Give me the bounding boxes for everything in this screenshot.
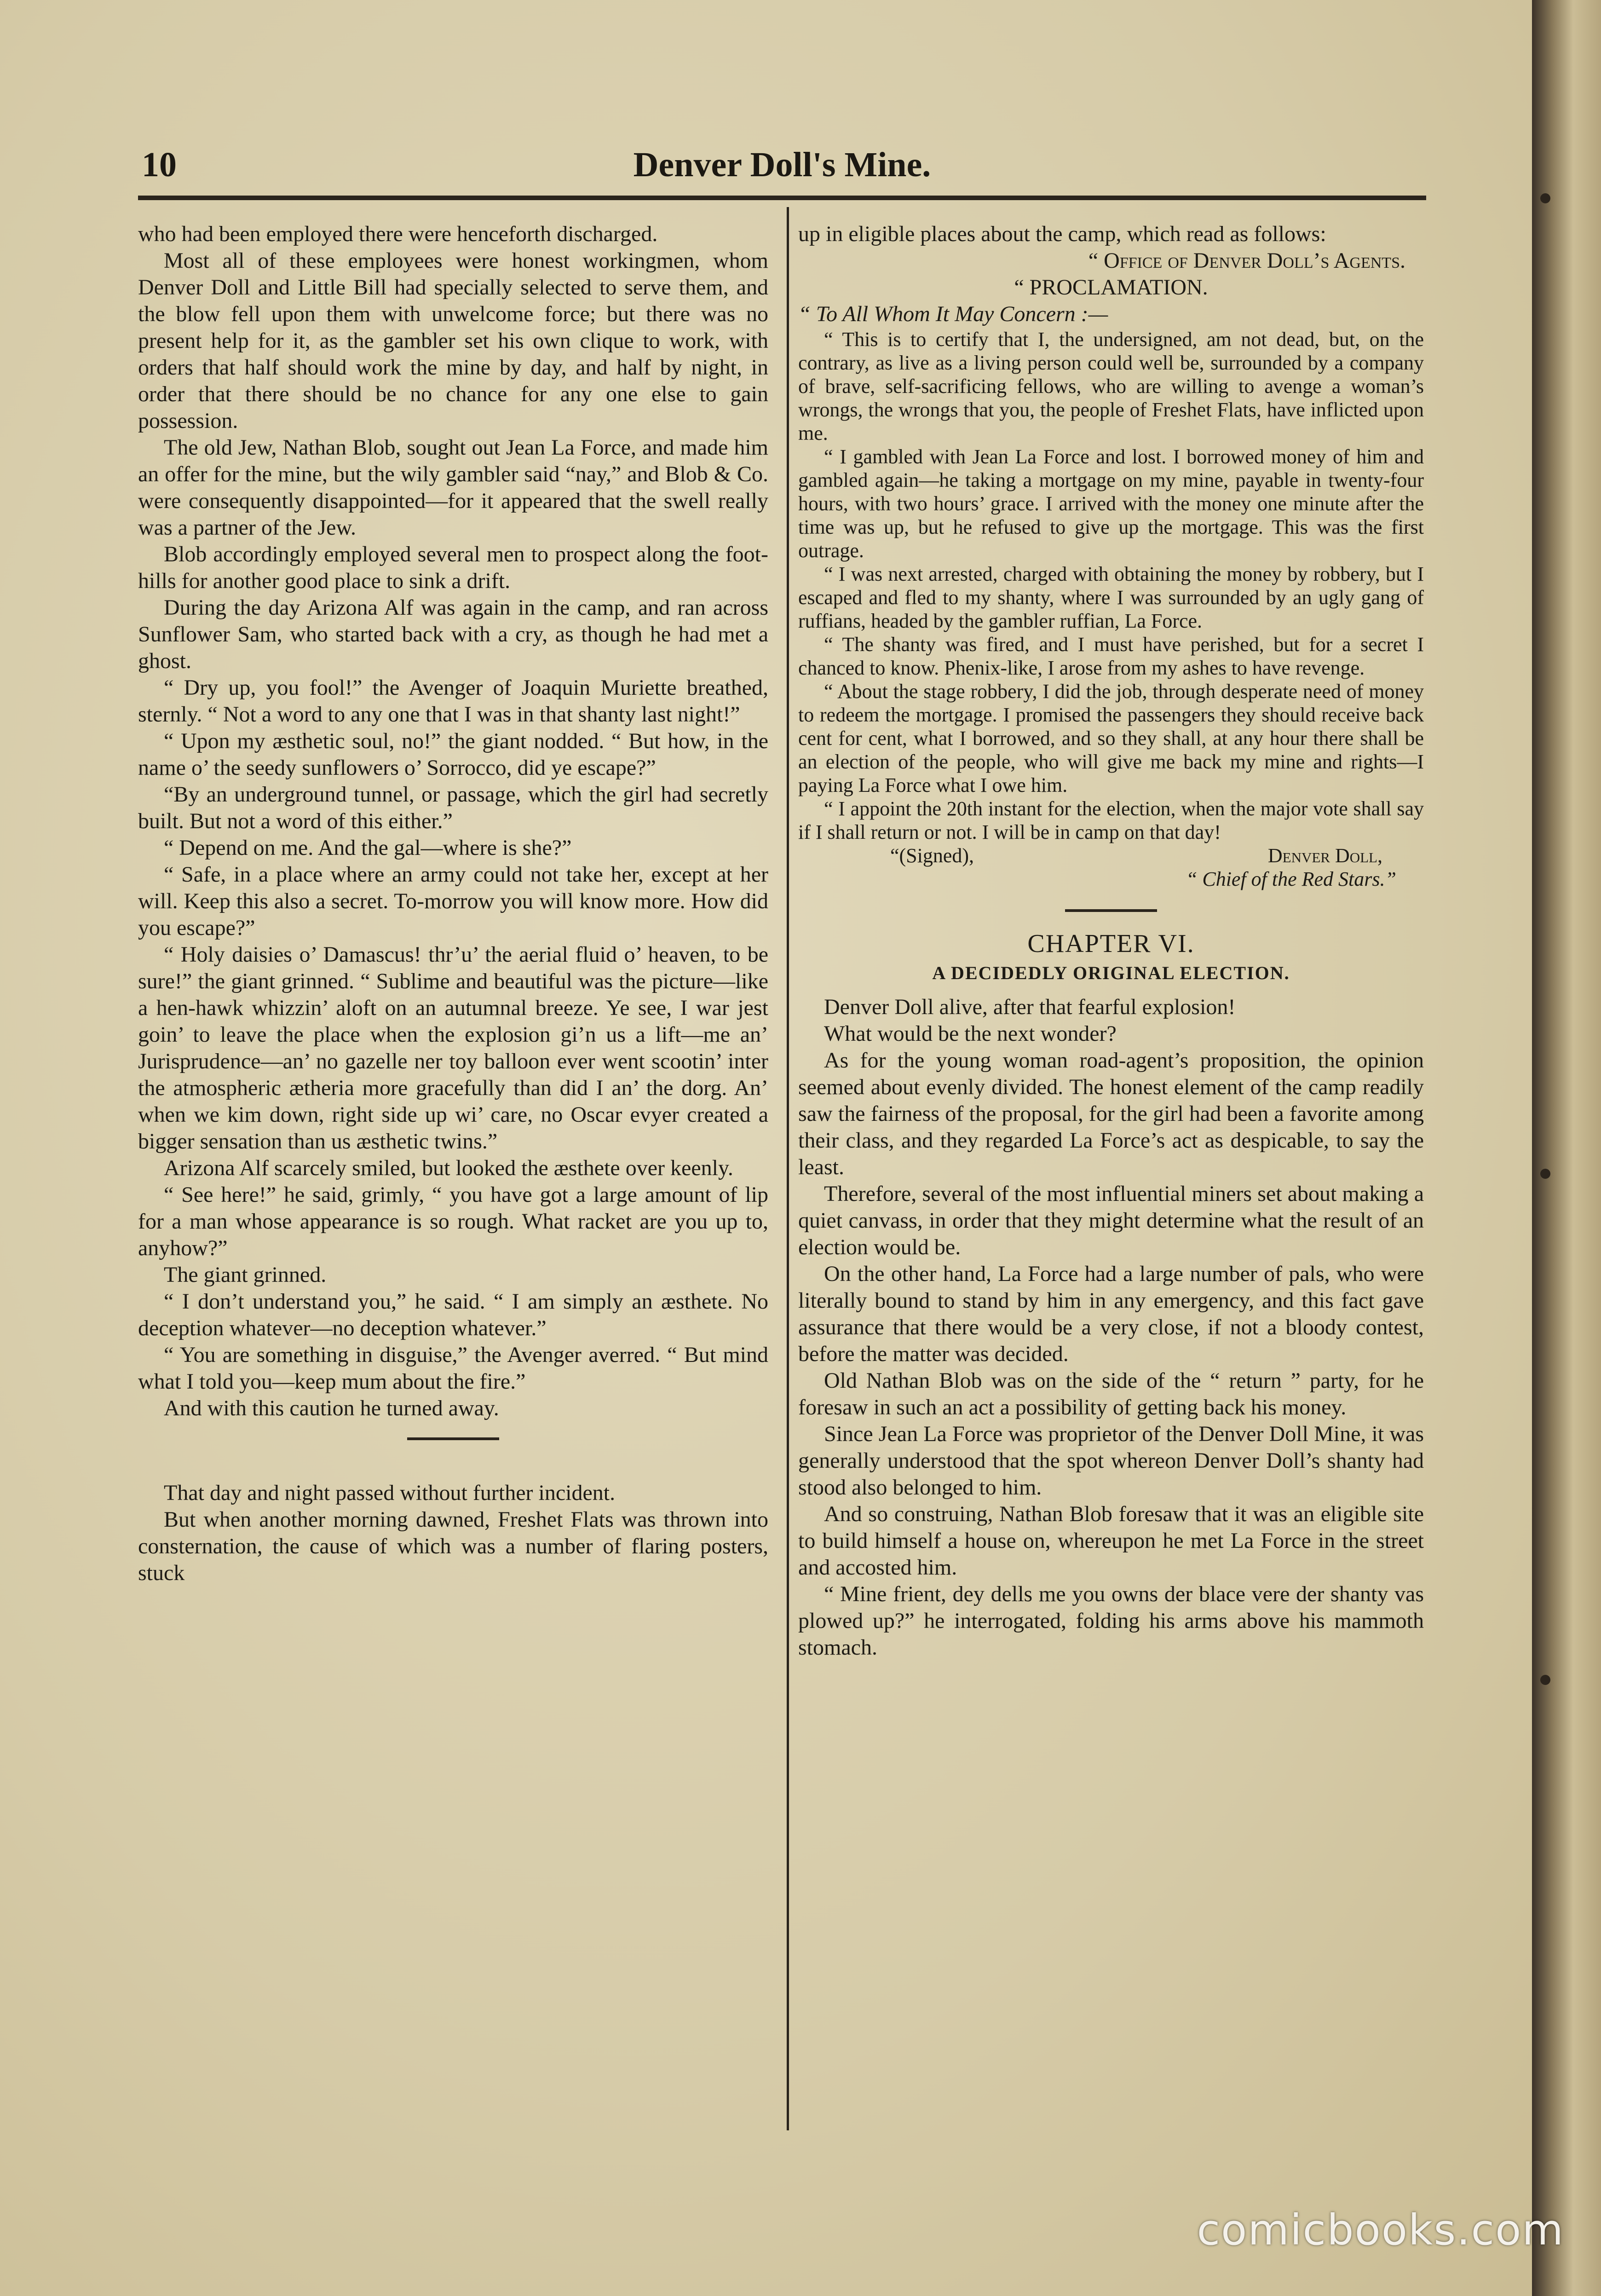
- staple-hole: [1540, 193, 1550, 203]
- paragraph: “ Safe, in a place where an army could not take her, except at her will. Keep this also a secret. To-morrow you will know more. How did you escape?”: [138, 862, 768, 940]
- proclamation-paragraph: “ This is to certify that I, the undersigned, am not dead, but, on the contrary, as live as a living person could well be, surrounded by a company of brave, self-sacrificing fellows, who are willing to avenge a woman’s wrongs, the wrongs that you, the people of Freshet Flats, have inflicted upon me.: [798, 328, 1424, 444]
- proclamation-paragraph: “ The shanty was fired, and I must have perished, but for a secret I chanced to know. Phenix-like, I arose from my ashes to have revenge.: [798, 633, 1424, 679]
- header-rule: [138, 196, 1426, 200]
- paragraph: On the other hand, La Force had a large number of pals, who were literally bound to stand by him in any emergency, and this fact gave assurance that there would be a very close, if not a bloody contest, before the matter was decided.: [798, 1262, 1424, 1366]
- paragraph: “ I don’t understand you,” he said. “ I am simply an æsthete. No deception whatever—no deception whatever.”: [138, 1289, 768, 1340]
- proclamation-paragraph: “ I appoint the 20th instant for the election, when the major vote shall say if I shall return or not. I will be in camp on that day!: [798, 797, 1424, 843]
- paragraph: That day and night passed without further incident.: [164, 1481, 616, 1505]
- right-column: [798, 221, 1424, 1661]
- book-spine: [1532, 0, 1601, 2296]
- column-divider: [787, 207, 789, 2130]
- paragraph: Therefore, several of the most influential miners set about making a quiet canvass, in order that they might determine what the result of an election would be.: [798, 1182, 1424, 1259]
- paragraph: “ Depend on me. And the gal—where is she?”: [164, 836, 572, 860]
- proclamation-heading: “ PROCLAMATION.: [1014, 275, 1208, 300]
- paragraph: Most all of these employees were honest workingmen, whom Denver Doll and Little Bill had specially selected to serve them, and the blow fell upon them with unwelcome force; but there was no present help for it, as the gambler set his own clique to work, with orders that half should work the mine by day, and half by night, in order that there should be no chance for any one else to gain possession.: [138, 248, 768, 433]
- signed-label: “(Signed),: [890, 844, 974, 867]
- paragraph: “ See here!” he said, grimly, “ you have got a large amount of lip for a man whose appearance is so rough. What racket are you up to, anyhow?”: [138, 1183, 768, 1260]
- proclamation-paragraph: “ About the stage robbery, I did the job, through desperate need of money to redeem the mortgage. I promised the passengers they should receive back cent for cent, what I borrowed, and so they shall, at any hour there shall be an election of the people, who will give me back my mine and rights—I paying La Force what I owe him.: [798, 680, 1424, 796]
- paragraph: The old Jew, Nathan Blob, sought out Jean La Force, and made him an offer for the mine, but the wily gambler said “nay,” and Blob & Co. were consequently disappointed—for it appeared that the swell really was a partner of the Jew.: [138, 435, 768, 540]
- paragraph: up in eligible places about the camp, which read as follows:: [798, 222, 1326, 246]
- paragraph: “ You are something in disguise,” the Avenger averred. “ But mind what I told you—keep mum about the fire.”: [138, 1343, 768, 1394]
- paragraph: During the day Arizona Alf was again in the camp, and ran across Sunflower Sam, who started back with a cry, as though he had met a ghost.: [138, 595, 768, 673]
- paragraph: who had been employed there were henceforth discharged.: [138, 222, 658, 246]
- staple-hole: [1540, 1675, 1550, 1685]
- paragraph: And with this caution he turned away.: [164, 1396, 499, 1420]
- paragraph: Blob accordingly employed several men to prospect along the foot-hills for another good place to sink a drift.: [138, 542, 768, 593]
- proclamation-paragraph: “ I was next arrested, charged with obtaining the money by robbery, but I escaped and fled to my shanty, where I was surrounded by an ugly gang of ruffians, headed by the gambler ruffian, La Force.: [798, 563, 1424, 632]
- paragraph: As for the young woman road-agent’s proposition, the opinion seemed about evenly divided. The honest element of the camp readily saw the fairness of the proposal, for the girl had been a favorite among their class, and they regarded La Force’s act as despicable, to say the least.: [798, 1048, 1424, 1179]
- section-separator: [407, 1437, 499, 1440]
- paragraph: “ Holy daisies o’ Damascus! thr’u’ the aerial fluid o’ heaven, to be sure!” the giant grinned. “ Sublime and beautiful was the picture—like a hen-hawk whizzin’ aloft on an autumnal breeze. Ye see, I war jest goin’ to leave the place when the explosion gi’n us a lift—me an’ Jurisprudence—an’ no gazelle ner toy balloon ever went scootin’ inter the atmospheric ætheria more gracefully than did I an’ the dorg. An’ when we kim down, right side up wi’ care, no Oscar evyer created a bigger sensation than us æsthetic twins.”: [138, 942, 768, 1154]
- paragraph: “By an underground tunnel, or passage, which the girl had secretly built. But not a word of this either.”: [138, 782, 768, 833]
- chapter-title: CHAPTER VI.: [1027, 929, 1195, 958]
- paragraph: And so construing, Nathan Blob foresaw that it was an eligible site to build himself a house on, whereupon he met La Force in the street and accosted him.: [798, 1502, 1424, 1580]
- signature-line: [798, 844, 1424, 867]
- paragraph: The giant grinned.: [164, 1263, 327, 1287]
- page-number: 10: [142, 145, 177, 184]
- paragraph: What would be the next wonder?: [824, 1021, 1117, 1046]
- paragraph: Denver Doll alive, after that fearful explosion!: [824, 995, 1236, 1019]
- running-title: Denver Doll's Mine.: [633, 145, 931, 184]
- proclamation-salutation: “ To All Whom It May Concern :—: [798, 302, 1108, 326]
- proclamation-paragraph: “ I gambled with Jean La Force and lost. I borrowed money of him and gambled again—he taking a mortgage on my mine, payable in twenty-four hours, with two hours’ grace. I arrived with the money one minute after the time was up, but he refused to give up the mortgage. This was the first outrage.: [798, 445, 1424, 562]
- paragraph: But when another morning dawned, Freshet Flats was thrown into consternation, the cause of which was a number of flaring posters, stuck: [138, 1507, 768, 1585]
- signer-title: “ Chief of the Red Stars.”: [1186, 868, 1396, 890]
- watermark: comicbooks.com: [1197, 2205, 1564, 2255]
- paragraph: “ Upon my æsthetic soul, no!” the giant nodded. “ But how, in the name o’ the seedy sunflowers o’ Sorrocco, did ye escape?”: [138, 729, 768, 780]
- chapter-subtitle: A DECIDEDLY ORIGINAL ELECTION.: [932, 963, 1290, 983]
- left-column: [138, 221, 768, 1586]
- paragraph: Since Jean La Force was proprietor of the Denver Doll Mine, it was generally understood that the spot whereon Denver Doll’s shanty had stood also belonged to him.: [798, 1422, 1424, 1500]
- staple-hole: [1540, 1169, 1550, 1179]
- paragraph: Arizona Alf scarcely smiled, but looked the æsthete over keenly.: [164, 1156, 733, 1180]
- page-header: [138, 140, 1426, 200]
- section-separator: [1065, 909, 1157, 912]
- paragraph: “ Dry up, you fool!” the Avenger of Joaquin Muriette breathed, sternly. “ Not a word to any one that I was in that shanty last night!”: [138, 675, 768, 727]
- paragraph: “ Mine frient, dey dells me you owns der blace vere der shanty vas plowed up?” he interrogated, folding his arms above his mammoth stomach.: [798, 1582, 1424, 1660]
- signer-name: Denver Doll,: [1267, 844, 1382, 867]
- paragraph: Old Nathan Blob was on the side of the “ return ” party, for he foresaw in such an act a possibility of getting back his money.: [798, 1368, 1424, 1419]
- proclamation-office-line: “ Office of Denver Doll’s Agents.: [1088, 248, 1405, 273]
